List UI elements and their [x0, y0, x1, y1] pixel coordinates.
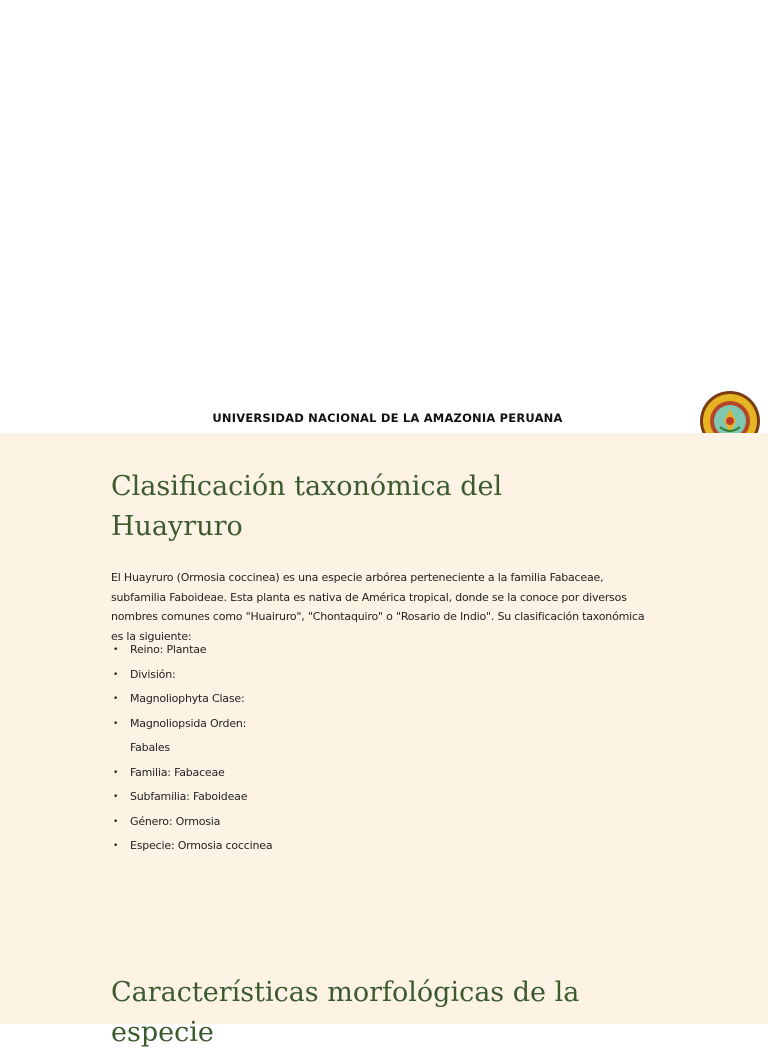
taxonomy-list [111, 638, 511, 859]
list-item: • División: [111, 663, 511, 688]
blank-top-area [0, 0, 768, 400]
bullet-icon: • [113, 718, 119, 729]
section-heading-taxonomy: Clasificación taxonómica del Huayruro [111, 471, 503, 542]
list-item-continuation: Fabales [130, 741, 170, 754]
list-item: • Subfamilia: Faboideae [111, 785, 511, 810]
list-item: • Magnoliophyta Clase: [111, 687, 511, 712]
bullet-icon: • [113, 645, 119, 655]
university-name: UNIVERSIDAD NACIONAL DE LA AMAZONIA PERUANA [212, 411, 563, 425]
bullet-icon: • [113, 816, 119, 827]
bullet-icon: • [113, 669, 119, 680]
section-paragraph-taxonomy: El Huayruro (Ormosia coccinea) es una especie arbórea perteneciente a la familia Fabaceae, subfamilia Faboideae. Esta planta es nativa de América tropical, donde se la conoce por diversos nombres comunes como "Huairuro", "Chontaquiro" o "Rosario de Indio". Su clasificación taxonómica es la siguiente: [111, 571, 645, 643]
list-item: • Especie: Ormosia coccinea [111, 834, 511, 859]
section-heading-morphology: Características morfológicas de la especie [111, 977, 580, 1048]
bullet-icon: • [113, 792, 119, 802]
content-section [0, 433, 768, 1048]
bullet-icon: • [113, 767, 119, 778]
list-item: • Magnoliopsida Orden: [111, 712, 511, 737]
list-item: • Reino: Plantae [111, 638, 511, 663]
bullet-icon: • [113, 694, 119, 704]
list-item: • Género: Ormosia [111, 810, 511, 835]
list-item: • Familia: Fabaceae [111, 761, 511, 786]
page-header [0, 400, 768, 433]
bullet-icon: • [113, 841, 119, 851]
